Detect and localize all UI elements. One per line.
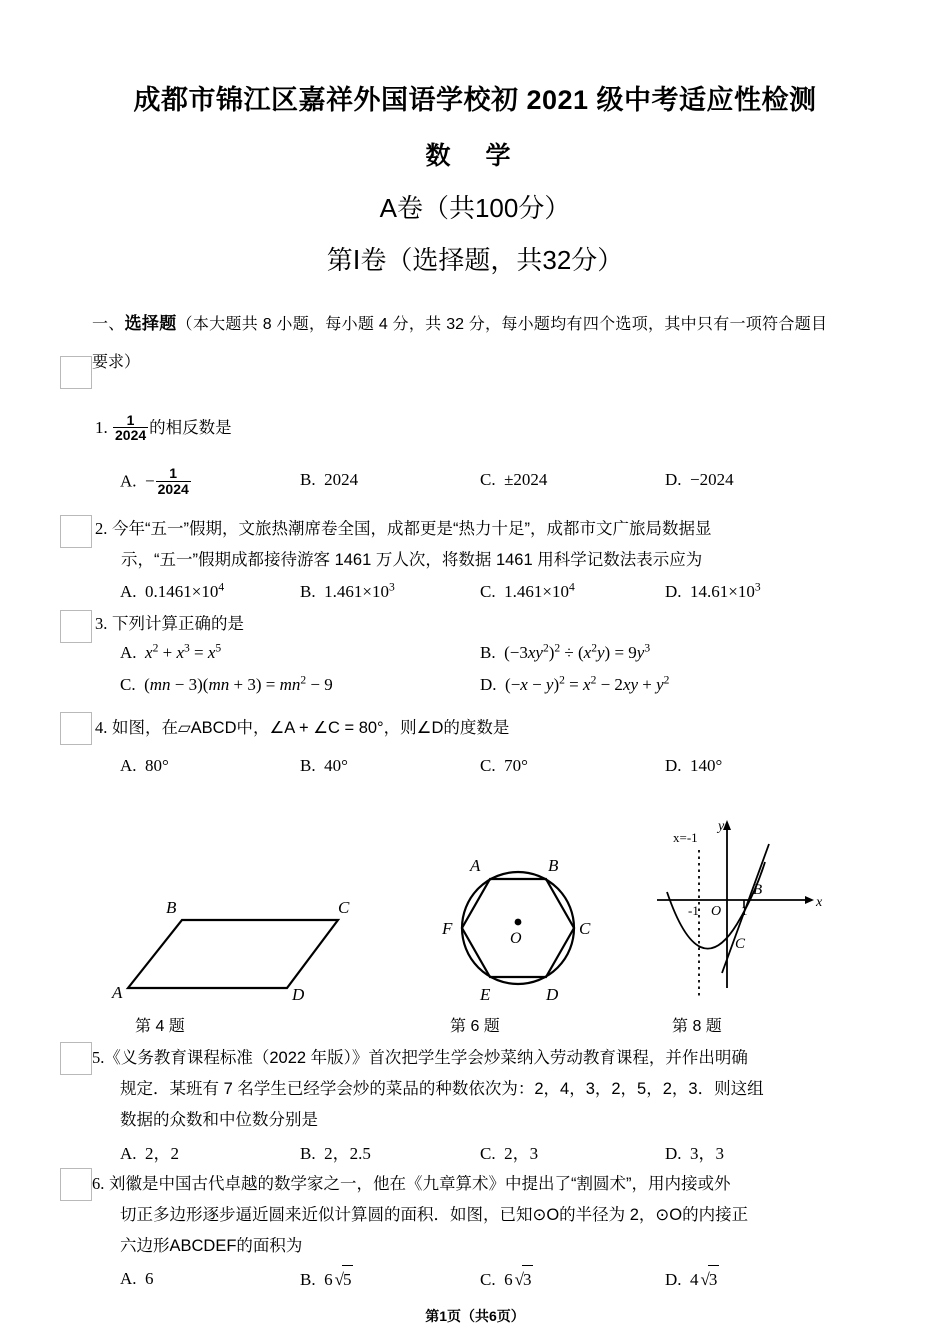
option-3-b[interactable]: B. $(-3xy^2)^2 \div (x^2y) = 9y^3$ <box>480 641 651 662</box>
question-2-line-1-text: 今年“五一”假期，文旅热潮席卷全国，成都更是“热力十足”，成都市文广旅局数据显 <box>111 520 712 538</box>
option-4-c[interactable] <box>480 752 528 780</box>
option-3-a[interactable]: A. $x^2 + x^3 = x^5$ <box>120 641 222 662</box>
question-3-options-row-2 <box>0 671 950 701</box>
question-1-stem <box>95 412 855 444</box>
section-label: 选择题 <box>124 314 177 333</box>
question-4-line-1 <box>95 712 840 744</box>
option-1-b[interactable] <box>300 466 358 494</box>
margin-box-intro[interactable] <box>60 356 92 389</box>
option-2-c-exponent: 4 <box>568 580 575 594</box>
circumscribed-circle <box>462 872 574 984</box>
option-1-b-label: B. <box>300 470 316 489</box>
margin-box-q4[interactable] <box>60 712 92 745</box>
option-5-b-text: 2，2.5 <box>324 1144 371 1163</box>
option-2-d-exponent: 3 <box>754 580 761 594</box>
question-2-number: 2. <box>95 519 108 538</box>
option-fraction-numerator: 1 <box>169 465 178 481</box>
radical-5: √5 <box>333 1265 354 1294</box>
option-2-c-mantissa: 1.461 <box>504 582 543 601</box>
question-6 <box>92 1168 840 1262</box>
vertex-label-b: B <box>166 898 177 917</box>
question-1-number: 1. <box>95 418 108 437</box>
x-axis-arrow-icon <box>805 896 814 904</box>
option-2-a-mantissa: 0.1461 <box>145 582 192 601</box>
question-5-options <box>0 1140 950 1170</box>
option-2-a-label: A. <box>120 582 137 601</box>
margin-box-q5[interactable] <box>60 1042 92 1075</box>
option-2-b-label: B. <box>300 582 316 601</box>
question-5-number: 5. <box>92 1048 105 1067</box>
question-2-line-1 <box>95 513 840 545</box>
question-1-stem-suffix: 的相反数是 <box>149 419 232 437</box>
question-4 <box>95 712 840 744</box>
option-5-d[interactable] <box>665 1140 724 1168</box>
parallelogram-shape <box>128 920 338 988</box>
figure-hexagon-circle <box>440 848 600 1013</box>
question-1 <box>95 412 855 444</box>
option-2-b-base: 10 <box>371 582 389 601</box>
point-label-c: C <box>735 936 746 952</box>
question-2-options <box>0 578 950 608</box>
figure-caption-q6: 第 6 题 <box>450 1018 500 1035</box>
figure-parallelogram <box>110 880 400 1010</box>
question-2-line-2 <box>95 545 840 576</box>
option-6-a-label: A. <box>120 1269 137 1288</box>
hex-vertex-f: F <box>442 919 453 938</box>
question-4-line-1-text: 如图，在▱ABCD中，∠A + ∠C = 80°，则∠D的度数是 <box>111 719 510 737</box>
option-2-c-label: C. <box>480 582 496 601</box>
page-footer: 第1页（共6页） <box>425 1308 525 1324</box>
option-2-b[interactable]: B. $1.461\times 10^3$ <box>300 580 395 601</box>
option-3-c[interactable]: C. $(mn - 3)(mn + 3) = mn^2 - 9$ <box>120 673 333 694</box>
figure-caption-q8: 第 8 题 <box>672 1018 722 1035</box>
option-2-c[interactable]: C. $1.461\times 10^4$ <box>480 580 575 601</box>
vertex-label-d: D <box>292 985 305 1004</box>
option-3-b-label: B. <box>480 643 496 662</box>
question-3 <box>95 608 840 640</box>
regular-hexagon <box>462 879 574 977</box>
paper-part-heading: A卷（共100分） <box>379 193 571 223</box>
annotation-x-equals-minus1: x=-1 <box>673 830 698 845</box>
option-2-b-exponent: 3 <box>388 580 395 594</box>
question-5-line-1-text: 《义务教育课程标准（2022 年版）》首次把学生学会炒菜纳入劳动教育课程，并作出明确 <box>104 1049 748 1067</box>
option-3-a-label: A. <box>120 643 137 662</box>
annotation-minus1: -1 <box>688 903 699 918</box>
question-4-options <box>0 752 950 782</box>
parallelogram-svg <box>110 880 400 1005</box>
option-2-a-exponent: 4 <box>218 580 225 594</box>
fraction-denominator: 2024 <box>115 427 147 444</box>
point-label-b: B <box>753 882 763 898</box>
section-description: （本大题共 8 小题，每小题 4 分，共 32 分，每小题均有四个选项，其中只有一项符合题目要求） <box>92 316 827 371</box>
parabola-graph-svg <box>655 818 835 1008</box>
option-6-b-label: B. <box>300 1270 316 1289</box>
option-4-a-label: A. <box>120 756 137 775</box>
option-3-d[interactable]: D. $(-x - y)^2 = x^2 - 2xy + y^2$ <box>480 673 670 694</box>
question-5-line-3-text: 数据的众数和中位数分别是 <box>120 1111 318 1129</box>
paper-section-heading: 第Ⅰ卷（选择题，共32分） <box>326 245 624 275</box>
question-2 <box>95 513 840 576</box>
hex-vertex-a: A <box>470 856 481 875</box>
option-4-d-label: D. <box>665 756 682 775</box>
option-2-d-label: D. <box>665 582 682 601</box>
question-3-line-1 <box>95 608 840 640</box>
option-4-b-text: 40° <box>324 756 348 775</box>
option-5-d-label: D. <box>665 1144 682 1163</box>
option-6-a-text: 6 <box>145 1269 154 1288</box>
option-5-c-text: 2，3 <box>504 1144 539 1163</box>
question-4-number: 4. <box>95 718 108 737</box>
y-axis-label: y <box>718 819 725 834</box>
margin-box-q2[interactable] <box>60 515 92 548</box>
option-4-b[interactable] <box>300 752 348 780</box>
question-5-line-1 <box>92 1042 840 1074</box>
option-6-d[interactable]: D. 4 √3 <box>665 1265 719 1294</box>
question-6-options <box>0 1265 950 1295</box>
question-5 <box>92 1042 840 1136</box>
option-1-c-label: C. <box>480 470 496 489</box>
option-3-c-label: C. <box>120 675 136 694</box>
fraction-numerator: 1 <box>126 411 135 428</box>
option-4-c-label: C. <box>480 756 496 775</box>
question-6-number: 6. <box>92 1174 105 1193</box>
margin-box-q6[interactable] <box>60 1168 92 1201</box>
hex-center-label: O <box>510 930 522 947</box>
option-4-c-text: 70° <box>504 756 528 775</box>
option-4-d[interactable] <box>665 752 722 780</box>
option-5-d-text: 3，3 <box>690 1144 725 1163</box>
subject-title: 数 学 <box>425 142 525 170</box>
option-5-a-label: A. <box>120 1144 137 1163</box>
option-1-b-text: 2024 <box>324 470 359 489</box>
section-marker: 一、 <box>92 316 125 333</box>
option-6-c[interactable]: C. 6 √3 <box>480 1265 533 1294</box>
option-2-b-mantissa: 1.461 <box>324 582 363 601</box>
option-6-a[interactable] <box>120 1265 154 1293</box>
option-2-a[interactable]: A. $0.1461\times 10^4$ <box>120 580 225 601</box>
question-6-line-1-text: 刘徽是中国古代卓越的数学家之一，他在《九章算术》中提出了“割圆术”，用内接或外 <box>108 1175 731 1193</box>
question-6-line-3-text: 六边形ABCDEF的面积为 <box>120 1237 303 1255</box>
option-6-c-label: C. <box>480 1270 496 1289</box>
hex-vertex-d: D <box>546 985 559 1004</box>
question-5-line-3 <box>92 1105 840 1136</box>
question-2-line-2-text: 示，“五一”假期成都接待游客 1461 万人次，将数据 1461 用科学记数法表示应为 <box>121 551 703 569</box>
option-2-d-base: 10 <box>737 582 755 601</box>
option-4-a[interactable] <box>120 752 169 780</box>
origin-label: O <box>711 904 722 919</box>
option-6-d-label: D. <box>665 1270 682 1289</box>
question-1-fraction <box>113 413 148 443</box>
section-one-intro <box>92 305 827 382</box>
option-2-d-mantissa: 14.61 <box>690 582 729 601</box>
option-2-c-base: 10 <box>551 582 569 601</box>
question-5-line-2-text: 规定．某班有 7 名学生已经学会炒的菜品的种数依次为：2，4，3，2，5，2，3．则这组 <box>120 1080 764 1098</box>
question-1-options <box>0 466 950 496</box>
option-1-a-fraction <box>156 466 191 496</box>
option-1-d[interactable] <box>665 466 734 494</box>
question-6-line-1 <box>92 1168 840 1200</box>
option-1-c-text: ±2024 <box>504 470 548 489</box>
question-5-line-2 <box>92 1074 840 1105</box>
option-5-a-text: 2，2 <box>145 1144 180 1163</box>
option-4-a-text: 80° <box>145 756 169 775</box>
hex-vertex-e: E <box>480 985 491 1004</box>
question-6-line-2 <box>92 1200 840 1231</box>
option-1-d-label: D. <box>665 470 682 489</box>
option-1-d-text: −2024 <box>690 470 734 489</box>
radical-3-d: √3 <box>699 1265 720 1294</box>
option-3-d-label: D. <box>480 675 497 694</box>
page-title: 成都市锦江区嘉祥外国语学校初 2021 级中考适应性检测 <box>133 85 817 115</box>
question-6-line-2-text: 切正多边形逐步逼近圆来近似计算圆的面积．如图，已知⊙O的半径为 2，⊙O的内接正 <box>120 1206 749 1224</box>
option-5-a[interactable] <box>120 1140 179 1168</box>
hex-vertex-c: C <box>579 919 591 938</box>
option-1-c[interactable] <box>480 466 547 494</box>
option-5-b-label: B. <box>300 1144 316 1163</box>
option-1-a-label: A. <box>120 471 137 491</box>
annotation-one: 1 <box>741 903 748 918</box>
hex-vertex-b: B <box>548 856 559 875</box>
figure-caption-q4: 第 4 题 <box>135 1018 185 1035</box>
center-point <box>515 919 522 926</box>
question-3-line-1-text: 下列计算正确的是 <box>111 615 244 633</box>
option-5-c[interactable] <box>480 1140 538 1168</box>
question-6-line-3 <box>92 1231 840 1262</box>
hexagon-circle-svg <box>440 848 600 1008</box>
question-3-number: 3. <box>95 614 108 633</box>
option-5-b[interactable] <box>300 1140 371 1168</box>
radical-3-c: √3 <box>513 1265 534 1294</box>
option-2-d[interactable]: D. $14.61\times 10^3$ <box>665 580 761 601</box>
x-axis-label: x <box>816 895 823 910</box>
option-4-d-text: 140° <box>690 756 723 775</box>
vertex-label-c: C <box>338 898 350 917</box>
option-5-c-label: C. <box>480 1144 496 1163</box>
option-2-a-base: 10 <box>201 582 219 601</box>
option-4-b-label: B. <box>300 756 316 775</box>
figure-parabola-graph <box>655 818 835 1013</box>
question-3-options-row-1 <box>0 639 950 669</box>
option-1-a[interactable]: A. − $\frac{1}{2024}$ <box>120 465 189 497</box>
vertex-label-a: A <box>112 983 123 1002</box>
option-6-b[interactable]: B. 6 √5 <box>300 1265 353 1294</box>
option-fraction-denominator: 2024 <box>157 480 189 497</box>
